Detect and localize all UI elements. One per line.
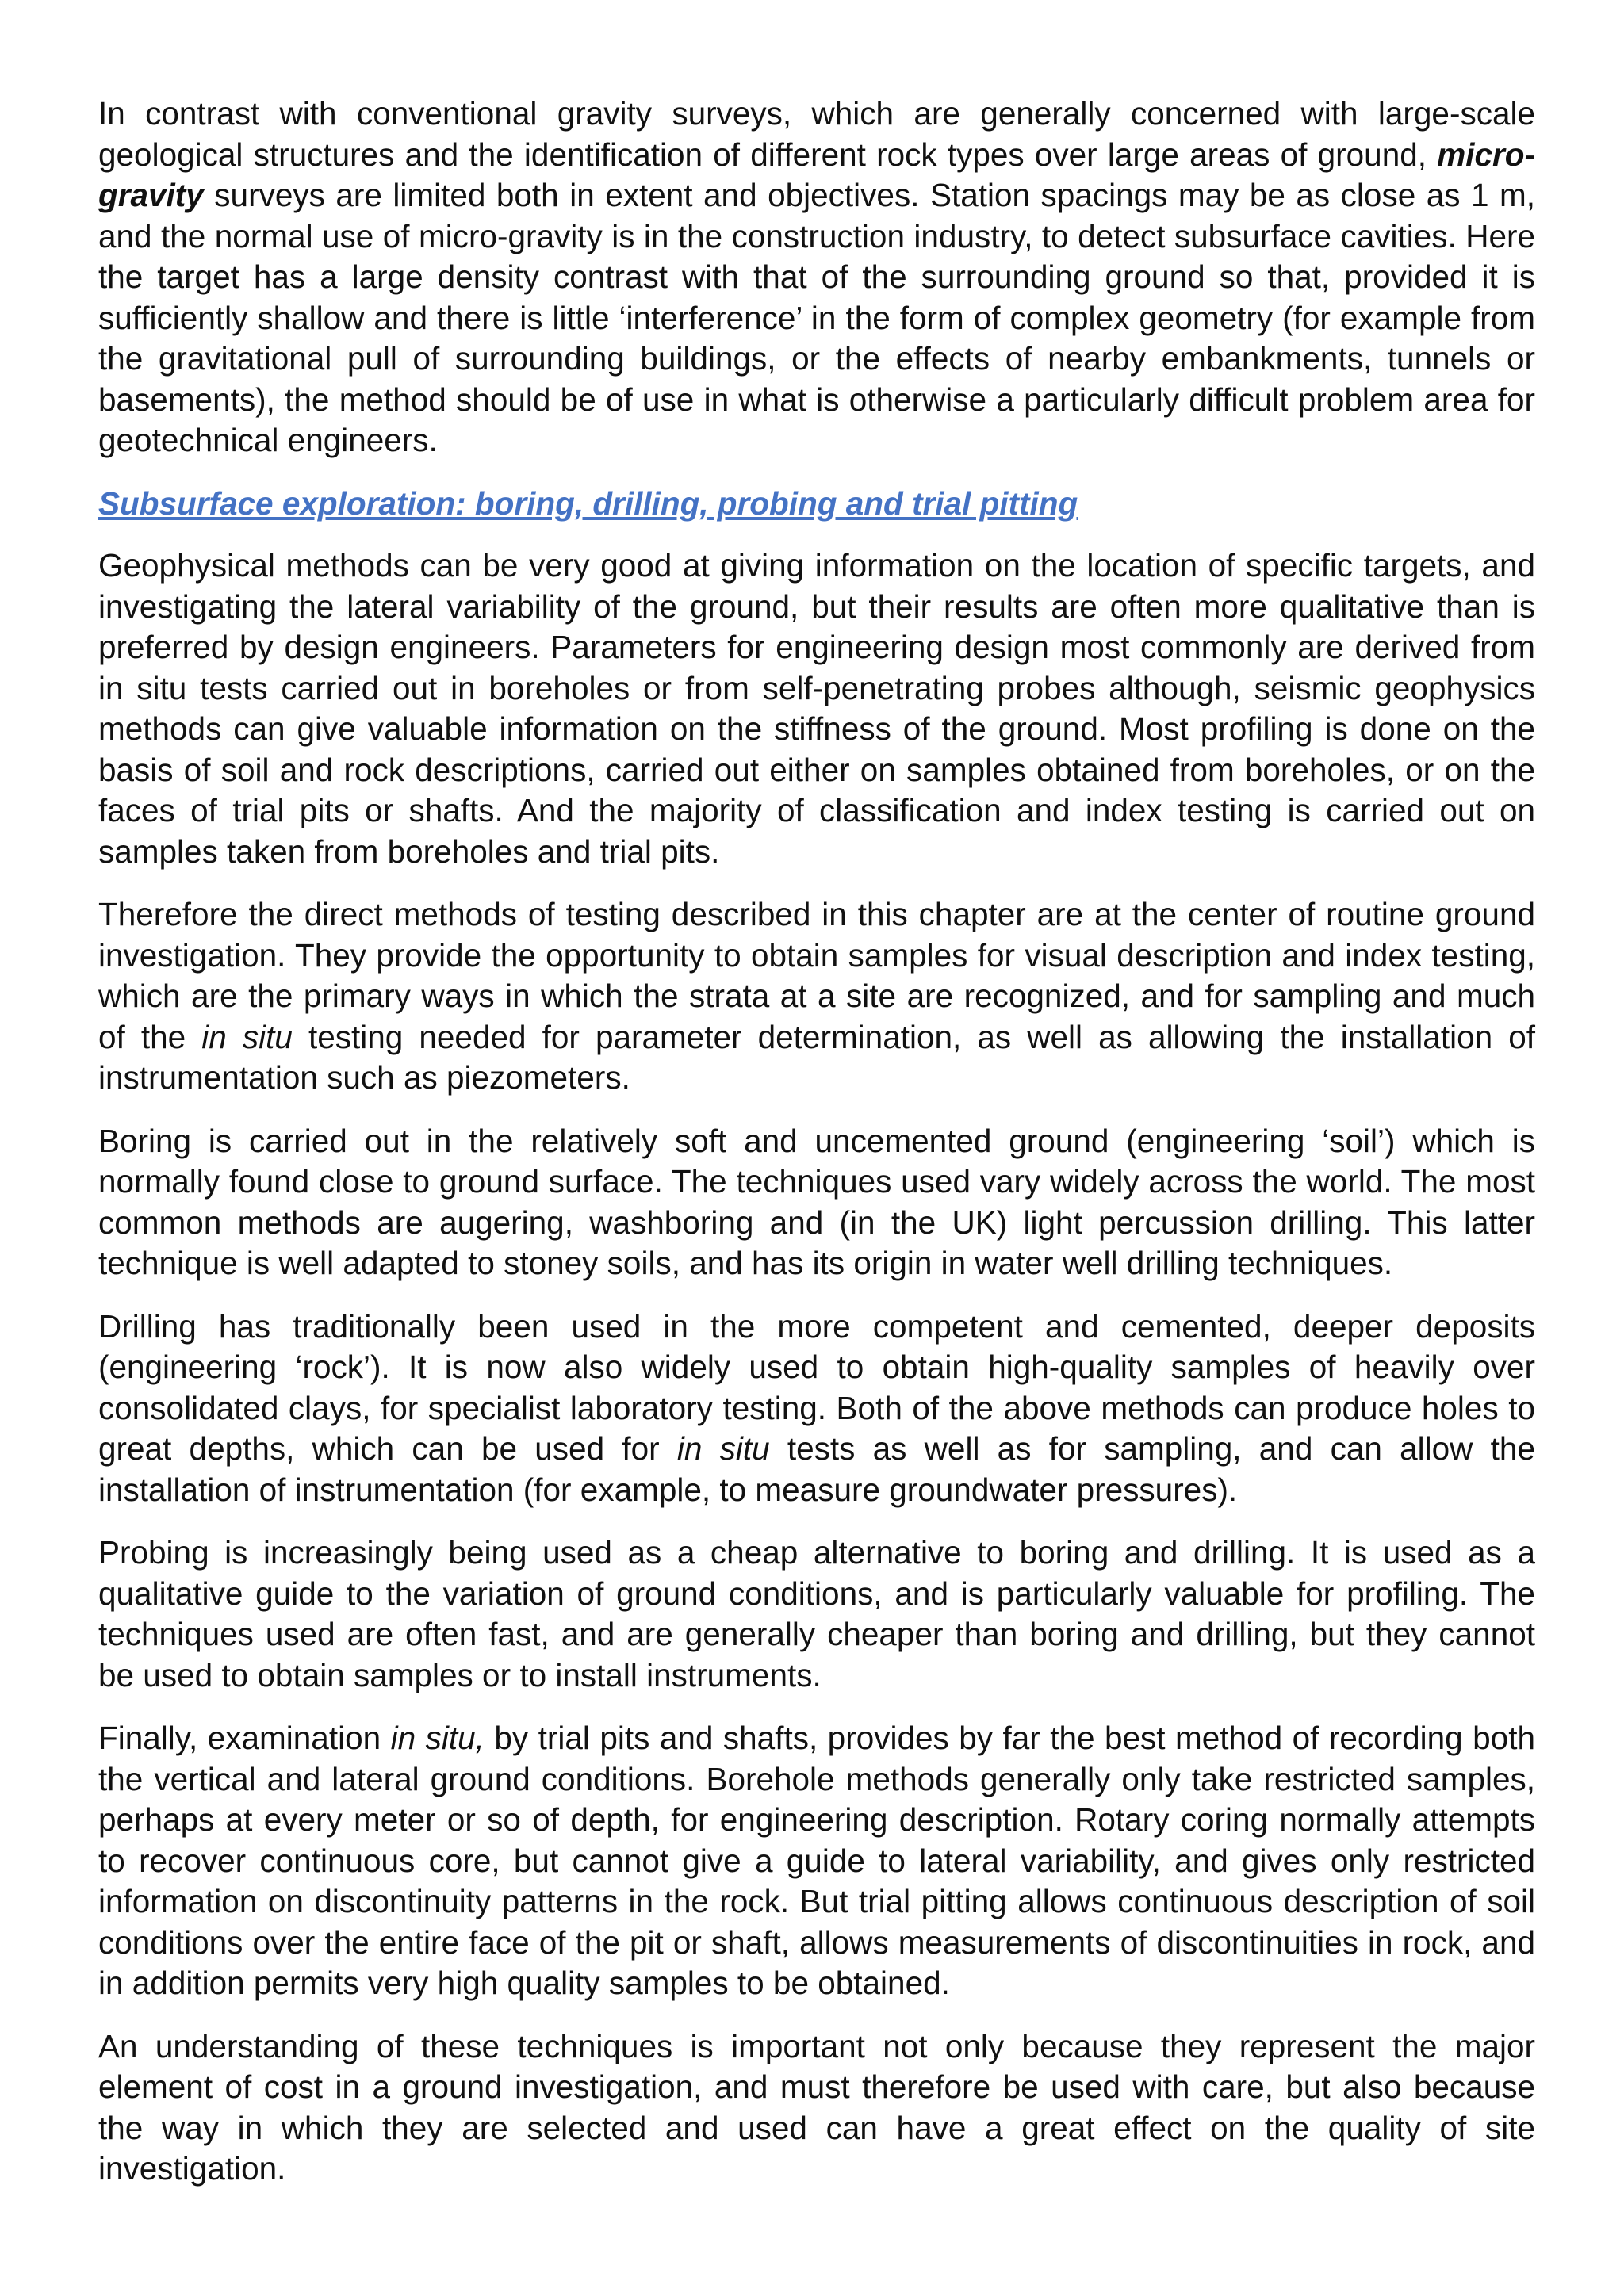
paragraph-micro-gravity (98, 94, 1535, 461)
emphasis-in-situ: in situ (201, 1018, 293, 1055)
paragraph-text: Therefore the direct methods of testing described in this chapter are at the center of routine ground investigation. They provide the opportunity to obtain samples for visual description and index testing, which are the primary ways in which the strata at a site are recognized, and for sampling and much of the (98, 896, 1535, 1055)
paragraph-understanding: An understanding of these techniques is important not only because they represent the major element of cost in a ground investigation, and must therefore be used with care, but also because the way in which they are selected and used can have a great effect on the quality of site investigation. (98, 2027, 1535, 2187)
document-page (98, 94, 1535, 2212)
paragraph-boring: Boring is carried out in the relatively soft and uncemented ground (engineering ‘soil’) which is normally found close to ground surface. The techniques used vary widely across the world. The most common methods are augering, washboring and (in the UK) light percussion drilling. This latter technique is well adapted to stoney soils, and has its origin in water well drilling techniques. (98, 1122, 1535, 1281)
paragraph-text: testing needed for parameter determination, as well as allowing the installation of instrumentation such as piezometers. (98, 1018, 1535, 1096)
paragraph-text: surveys are limited both in extent and objectives. Station spacings may be as close as 1 m, and the normal use of micro-gravity is in the construction industry, to detect subsurface cavities. Here the target has a large density contrast with that of the surrounding ground so that, provided it is sufficiently shallow and there is little ‘interference’ in the form of complex geometry (for example from the gravitational pull of surrounding buildings, or the effects of nearby embankments, tunnels or basements), the method should be of use in what is otherwise a particularly difficult problem area for geotechnical engineers. (98, 177, 1535, 458)
paragraph-drilling (98, 1307, 1535, 1511)
paragraph-geophysical: Geophysical methods can be very good at giving information on the location of specific targets, and investigating the lateral variability of the ground, but their results are often more qualitative than is preferred by design engineers. Parameters for engineering design most commonly are derived from in situ tests carried out in boreholes or from self-penetrating probes although, seismic geophysics methods can give valuable information on the stiffness of the ground. Most profiling is done on the basis of soil and rock descriptions, carried out either on samples obtained from boreholes, or on the faces of trial pits or shafts. And the majority of classification and index testing is carried out on samples taken from boreholes and trial pits. (98, 547, 1535, 870)
paragraph-direct-methods (98, 894, 1535, 1099)
paragraph-text: tests as well as for sampling, and can allow the installation of instrumentation (for example, to measure groundwater pressures). (98, 1430, 1535, 1508)
paragraph-trial-pits (98, 1718, 1535, 2004)
paragraph-text: Finally, examination (98, 1720, 391, 1756)
paragraph-text: by trial pits and shafts, provides by far the best method of recording both the vertical and lateral ground conditions. Borehole methods generally only take restricted samples, perhaps at every meter or so of depth, for engineering description. Rotary coring normally attempts to recover continuous core, but cannot give a guide to lateral variability, and gives only restricted information on discontinuity patterns in the rock. But trial pitting allows continuous description of soil conditions over the entire face of the pit or shaft, allows measurements of discontinuities in rock, and in addition permits very high quality samples to be obtained. (98, 1720, 1535, 2001)
paragraph-text: In contrast with conventional gravity surveys, which are generally concerned with large-scale geological structures and the identification of different rock types over large areas of ground, (98, 95, 1535, 173)
paragraph-text: Drilling has traditionally been used in the more competent and cemented, deeper deposits (engineering ‘rock’). It is now also widely used to obtain high-quality samples of heavily over consolidated clays, for specialist laboratory testing. Both of the above methods can produce holes to great depths, which can be used for (98, 1307, 1535, 1467)
emphasis-in-situ: in situ (676, 1430, 770, 1467)
emphasis-micro-gravity: micro-gravity (98, 136, 1535, 213)
paragraph-probing: Probing is increasingly being used as a cheap alternative to boring and drilling. It is used as a qualitative guide to the variation of ground conditions, and is particularly valuable for profiling. The techniques used are often fast, and are generally cheaper than boring and drilling, but they cannot be used to obtain samples or to install instruments. (98, 1534, 1535, 1693)
section-heading: Subsurface exploration: boring, drilling, probing and trial pitting (98, 484, 1078, 522)
emphasis-in-situ: in situ, (390, 1720, 485, 1756)
